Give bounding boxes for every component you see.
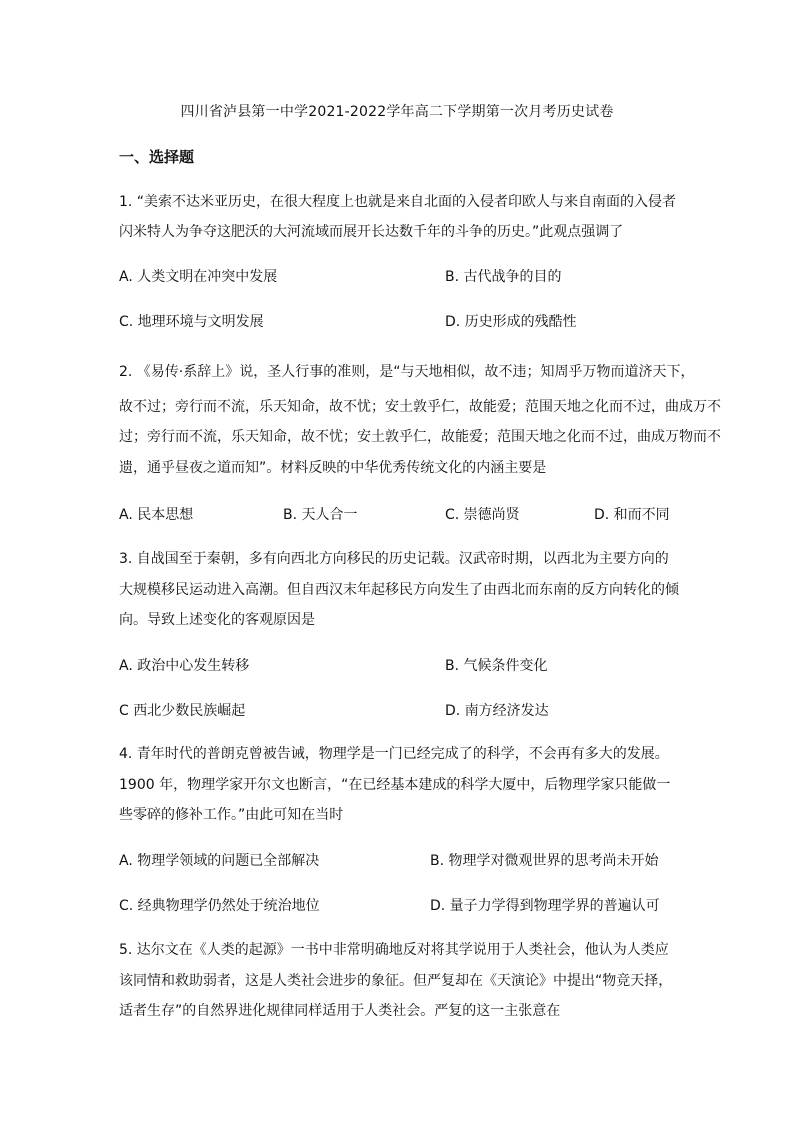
question-4-line-2: 1900 年，物理学家开尔文也断言，“在已经基本建成的科学大厦中，后物理学家只能做一 <box>119 777 671 793</box>
question-1-option-b: B. 古代战争的目的 <box>445 269 562 285</box>
question-3-option-a: A. 政治中心发生转移 <box>119 658 250 674</box>
question-5-line-3: 适者生存”的自然界进化规律同样适用于人类社会。严复的这一主张意在 <box>119 1003 561 1019</box>
question-3-line-1: 3. 自战国至于秦朝，多有向西北方向移民的历史记载。汉武帝时期，以西北为主要方向的 <box>119 551 669 567</box>
question-2-line-2: 故不过；旁行而不流，乐天知命，故不忧；安土敦乎仁，故能爱；范围天地之化而不过，曲成万不 <box>119 399 721 415</box>
question-2-line-3: 过；旁行而不流，乐天知命，故不忧；安土敦乎仁，故能爱；范围天地之化而不过，曲成万物而不 <box>119 429 721 445</box>
question-2-option-d: D. 和而不同 <box>594 507 670 523</box>
question-2-option-c: C. 崇德尚贤 <box>445 507 520 523</box>
question-4-option-b: B. 物理学对微观世界的思考尚未开始 <box>430 853 659 869</box>
question-5-line-1: 5. 达尔文在《人类的起源》一书中非常明确地反对将其学说用于人类社会，他认为人类应 <box>119 942 669 958</box>
question-3-option-d: D. 南方经济发达 <box>445 703 549 719</box>
question-1-option-d: D. 历史形成的残酷性 <box>445 314 577 330</box>
question-1-option-c: C. 地理环境与文明发展 <box>119 314 264 330</box>
question-2-line-1: 2. 《易传·系辞上》说，圣人行事的准则，是“与天地相似，故不违；知周乎万物而道济天下， <box>119 364 695 380</box>
question-1-option-a: A. 人类文明在冲突中发展 <box>119 269 278 285</box>
question-2-option-a: A. 民本思想 <box>119 507 194 523</box>
question-3-line-3: 向。导致上述变化的客观原因是 <box>119 612 315 628</box>
question-2-line-4: 遗，通乎昼夜之道而知”。材料反映的中华优秀传统文化的内涵主要是 <box>119 460 547 476</box>
question-1-line-2: 闪米特人为争夺这肥沃的大河流域而展开长达数千年的斗争的历史。”此观点强调了 <box>119 224 624 240</box>
question-4-line-1: 4. 青年时代的普朗克曾被告诫，物理学是一门已经完成了的科学，不会再有多大的发展。 <box>119 746 669 762</box>
question-4-option-a: A. 物理学领域的问题已全部解决 <box>119 853 320 869</box>
question-3-option-c: C 西北少数民族崛起 <box>119 703 246 719</box>
question-5-line-2: 该同情和救助弱者，这是人类社会进步的象征。但严复却在《天演论》中提出“物竞天择， <box>119 973 673 989</box>
question-2-option-b: B. 天人合一 <box>283 507 358 523</box>
question-3-line-2: 大规模移民运动进入高潮。但自西汉末年起移民方向发生了由西北而东南的反方向转化的倾 <box>119 582 679 598</box>
question-4-line-3: 些零碎的修补工作。”由此可知在当时 <box>119 807 344 823</box>
section-heading: 一、选择题 <box>119 148 195 166</box>
question-4-option-c: C. 经典物理学仍然处于统治地位 <box>119 898 320 914</box>
question-4-option-d: D. 量子力学得到物理学界的普遍认可 <box>430 898 660 914</box>
page-title: 四川省泸县第一中学2021-2022学年高二下学期第一次月考历史试卷 <box>180 104 614 120</box>
question-3-option-b: B. 气候条件变化 <box>445 658 548 674</box>
question-1-line-1: 1. “美索不达米亚历史，在很大程度上也就是来自北面的入侵者印欧人与来自南面的入侵者 <box>119 194 677 210</box>
